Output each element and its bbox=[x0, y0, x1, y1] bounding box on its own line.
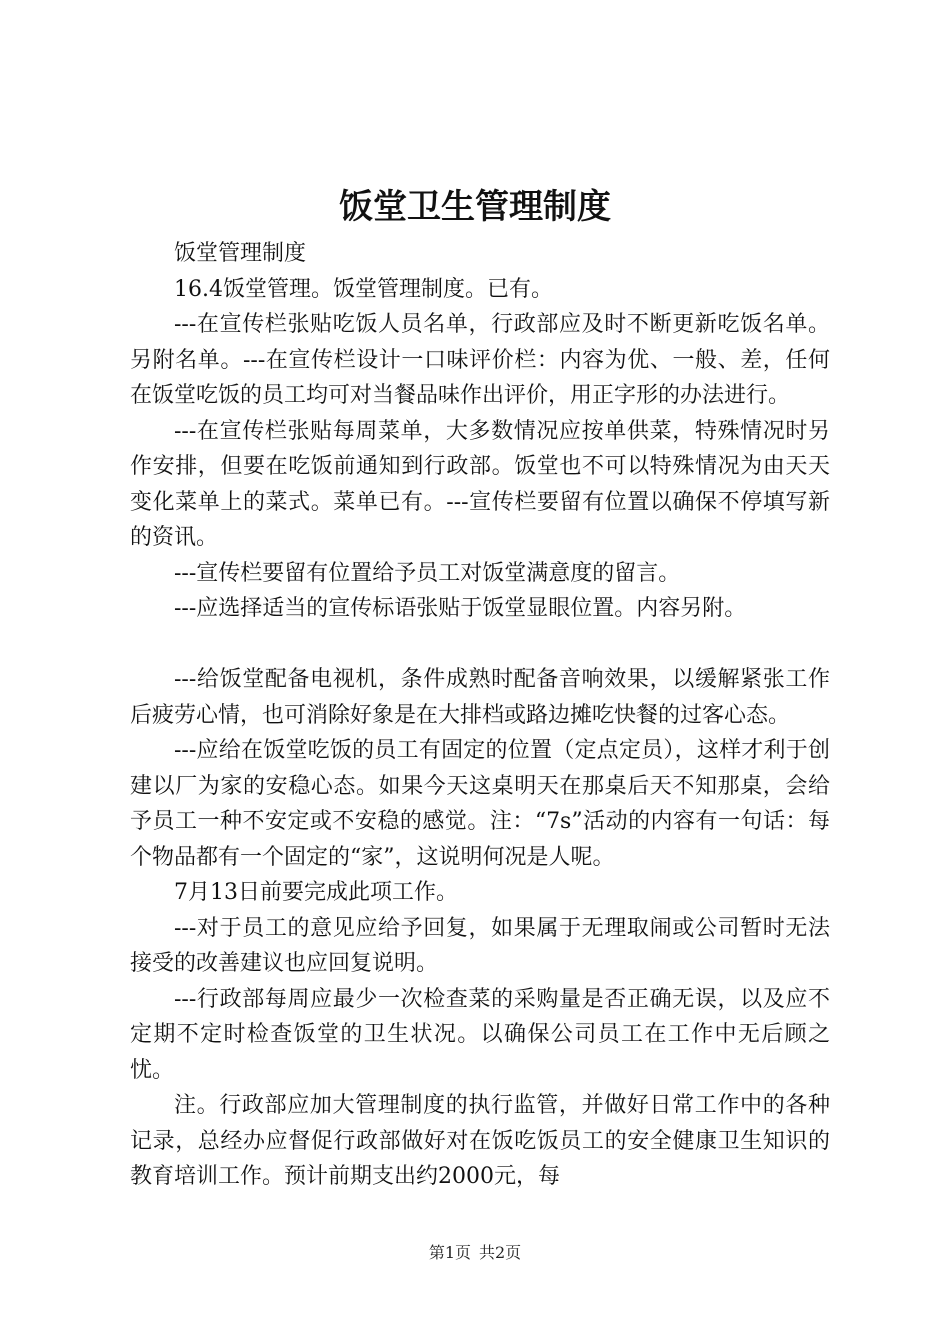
document-title: 饭堂卫生管理制度 bbox=[339, 187, 611, 227]
blank-line bbox=[130, 627, 830, 663]
page-total: 共2页 bbox=[479, 1243, 522, 1262]
paragraph: 7月13日前要完成此项工作。 bbox=[174, 880, 458, 905]
paragraph: 16.4饭堂管理。饭堂管理制度。已有。 bbox=[174, 276, 553, 302]
paragraph: ---在宣传栏张贴吃饭人员名单，行政部应及时不断更新吃饭名单。另附名单。---在宣传栏设计一口味评价栏：内容为优、一般、差，任何在饭堂吃饭的员工均可对当餐品味作出评价，用正字形的办法进行。 bbox=[130, 312, 830, 408]
paragraph: ---应选择适当的宣传标语张贴于饭堂显眼位置。内容另附。 bbox=[174, 596, 747, 621]
page-footer bbox=[0, 1242, 950, 1264]
paragraph: ---在宣传栏张贴每周菜单，大多数情况应按单供菜，特殊情况时另作安排，但要在吃饭前通知到行政部。饭堂也不可以特殊情况为由天天变化菜单上的菜式。菜单已有。---宣传栏要留有位置以确保不停填写新的资讯。 bbox=[130, 418, 830, 550]
paragraph: ---应给在饭堂吃饭的员工有固定的位置（定点定员），这样才利于创建以厂为家的安稳心态。如果今天这桌明天在那桌后天不知那桌，会给予员工一种不安定或不安稳的感觉。注：“7s”活动的内容有一句话：每个物品都有一个固定的“家”，这说明何况是人呢。 bbox=[130, 738, 830, 870]
paragraph: ---对于员工的意见应给予回复，如果属于无理取闹或公司暂时无法接受的改善建议也应回复说明。 bbox=[130, 915, 830, 976]
document-body bbox=[130, 236, 830, 1195]
paragraph: ---宣传栏要留有位置给予员工对饭堂满意度的留言。 bbox=[174, 560, 681, 586]
page-number: 第1页 bbox=[428, 1243, 471, 1262]
paragraph: ---行政部每周应最少一次检查菜的采购量是否正确无误，以及应不定期不定时检查饭堂的卫生状况。以确保公司员工在工作中无后顾之忧。 bbox=[130, 986, 830, 1083]
paragraph: ---给饭堂配备电视机，条件成熟时配备音响效果，以缓解紧张工作后疲劳心情，也可消除好象是在大排档或路边摊吃快餐的过客心态。 bbox=[130, 667, 830, 728]
paragraph: 注。行政部应加大管理制度的执行监管，并做好日常工作中的各种记录，总经办应督促行政部做好对在饭吃饭员工的安全健康卫生知识的教育培训工作。预计前期支出约2000元，每 bbox=[130, 1093, 830, 1189]
paragraph: 饭堂管理制度 bbox=[174, 241, 307, 266]
